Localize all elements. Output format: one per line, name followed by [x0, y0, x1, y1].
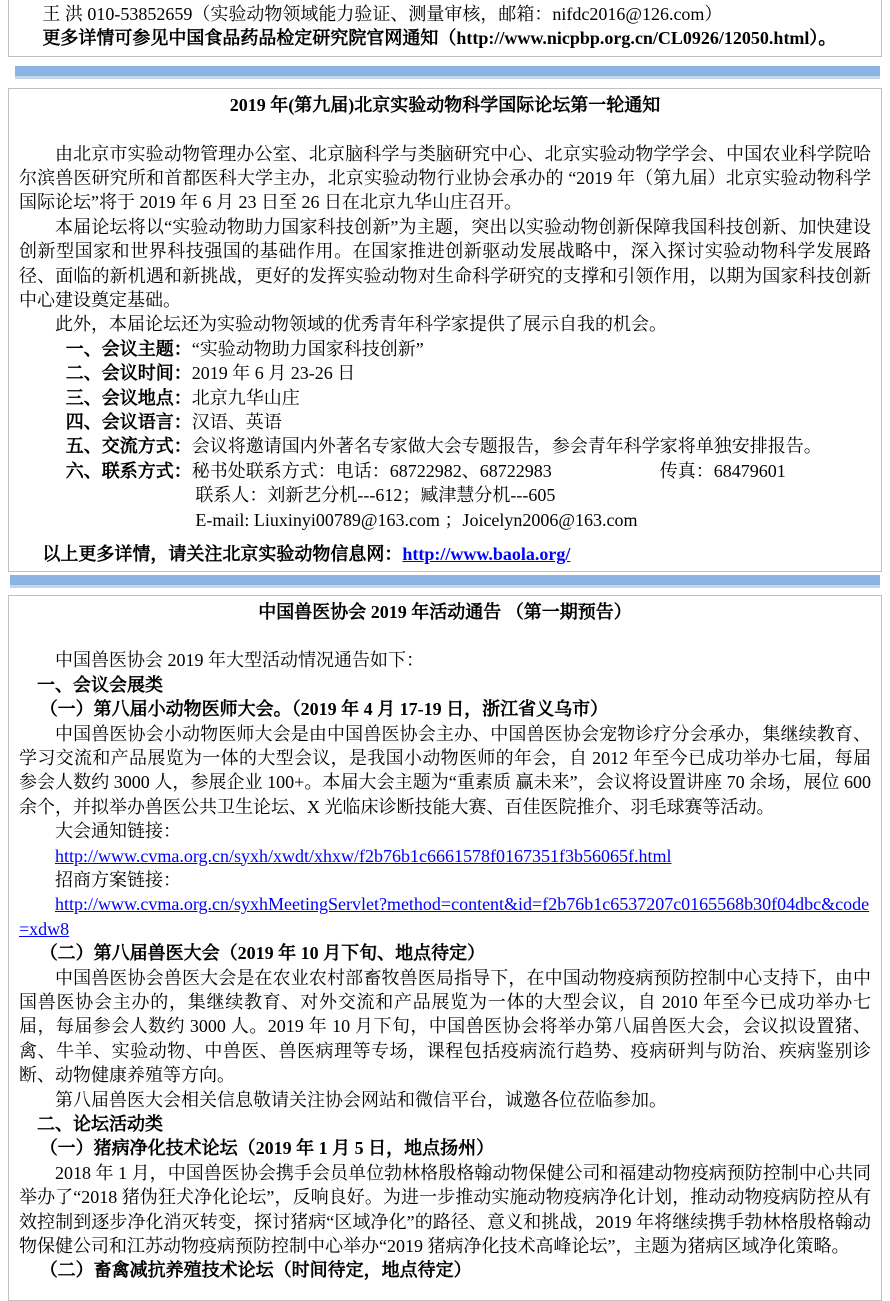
item-label: 五、交流方式：: [65, 436, 192, 457]
forum-title: 2019 年(第九届)北京实验动物科学国际论坛第一轮通知: [229, 94, 661, 115]
forum-item-exchange: [66, 434, 871, 458]
item-label: 二、会议时间：: [65, 363, 192, 384]
baola-website-link[interactable]: http://www.baola.org/: [402, 544, 571, 565]
cvma-notice-link-line: [19, 844, 871, 868]
separator-bar-2: [10, 575, 880, 588]
cvma-sponsor-link-label: 招商方案链接：: [55, 869, 181, 890]
item-value: 秘书处联系方式：电话：68722982、68722983 传真：68479601: [191, 460, 786, 481]
cvma-heading-forums: 二、论坛活动类: [37, 1114, 163, 1135]
forum-item-time: [66, 361, 871, 385]
cvma-paragraph-small-animal: 中国兽医协会小动物医师大会是由中国兽医协会主办、中国兽医协会宠物诊疗分会承办，集继续教育、学习交流和产品展览为一体的大型会议，是我国小动物医师的年会，自 2012 年至今已成功举办七届，每届参会人数约 3000 人，参展企业 100+。本届大会主题为“重素质 赢未来”，会议将设置讲座 70 余场，展位 600 余个，并拟举办兽医公共卫生论坛、X 光临床诊断技能大赛、百佳医院推介、羽毛球赛等活动。: [19, 723, 871, 817]
forum-item-contact: [66, 459, 871, 483]
forum-contact-email-line: E-mail: Liuxinyi00789@163.com ；Joicelyn2006@163.com: [195, 509, 638, 530]
blank-line: [19, 117, 871, 141]
cvma-paragraph-vet-congress: 中国兽医协会兽医大会是在农业农村部畜牧兽医局指导下，在中国动物疫病预防控制中心支持下，由中国兽医协会主办的，集继续教育、对外交流和产品展览为一体的大型会议，自 2010 年至今已成功举办七届，每届参会人数约 3000 人。2019 年 10 月下旬，中国兽医协会将举办第八届兽医大会，会议拟设置猪、禽、牛羊、实验动物、中兽医、兽医病理等专场，课程包括疫病流行趋势、疫病研判与防治、疾病鉴别诊断、动物健康养殖等方向。: [19, 967, 871, 1086]
item-value: “实验动物助力国家科技创新”: [191, 338, 424, 359]
contact-person-line: 王 洪 010-53852659（实验动物领域能力验证、测量审核，邮箱：nifdc2016@126.com）: [42, 4, 723, 24]
item-value: 会议将邀请国内外著名专家做大会专题报告，参会青年科学家将单独安排报告。: [191, 436, 822, 457]
forum-item-language: [66, 410, 871, 434]
blank-line: [19, 532, 871, 542]
item-label: 四、会议语言：: [65, 412, 192, 433]
cvma-sponsor-link[interactable]: http://www.cvma.org.cn/syxhMeetingServlet?method=content&id=f2b76b1c6537207c0165568b30f04dbc&code=xdw8: [19, 894, 870, 939]
cvma-paragraph-vet-congress-info: 第八届兽医大会相关信息敬请关注协会网站和微信平台，诚邀各位莅临参加。: [55, 1089, 667, 1110]
cvma-sponsor-link-line: [19, 892, 871, 941]
cvma-heading-antibiotic-reduction-forum: （二）畜禽减抗养殖技术论坛（时间待定，地点待定）: [39, 1260, 472, 1281]
notice-box-cvma: [8, 595, 882, 1301]
separator-bar-1: [15, 66, 880, 79]
more-details-line: 更多详情可参见中国食品药品检定研究院官网通知（http://www.nicpbp.org.cn/CL0926/12050.html）。: [42, 28, 837, 49]
cvma-heading-conferences: 一、会议会展类: [37, 674, 163, 695]
forum-paragraph-theme: 本届论坛将以“实验动物助力国家科技创新”为主题，突出以实验动物创新保障我国科技创新、加快建设创新型国家和世界科技强国的基础作用。在国家推进创新驱动发展战略中，深入探讨实验动物科学发展路径、面临的新机遇和新挑战，更好的发挥实验动物对生命科学研究的支撑和引领作用，以期为国家科技创新中心建设奠定基础。: [19, 216, 871, 311]
cvma-notice-link-label: 大会通知链接：: [55, 821, 181, 842]
cvma-title: 中国兽医协会 2019 年活动通告 （第一期预告）: [258, 601, 632, 622]
cvma-heading-small-animal-congress: （一）第八届小动物医师大会。（2019 年 4 月 17-19 日，浙江省义乌市）: [39, 699, 609, 720]
forum-footer-label: 以上更多详情，请关注北京实验动物信息网：: [42, 544, 403, 565]
forum-footer-line: [19, 542, 871, 566]
item-label: 一、会议主题：: [65, 338, 192, 359]
forum-paragraph-organizers: 由北京市实验动物管理办公室、北京脑科学与类脑研究中心、北京实验动物学学会、中国农业科学院哈尔滨兽医研究所和首都医科大学主办，北京实验动物行业协会承办的 “2019 年（第九届）北京实验动物科学国际论坛”将于 2019 年 6 月 23 日至 26 日在北京九华山庄召开。: [19, 143, 871, 213]
forum-item-theme: [66, 337, 871, 361]
cvma-heading-swine-forum: （一）猪病净化技术论坛（2019 年 1 月 5 日，地点扬州）: [39, 1138, 495, 1159]
notice-box-contact: [8, 0, 882, 57]
item-value: 汉语、英语: [191, 412, 282, 433]
blank-line: [19, 624, 871, 648]
cvma-notice-link[interactable]: http://www.cvma.org.cn/syxh/xwdt/xhxw/f2b76b1c6661578f0167351f3b56065f.html: [55, 845, 672, 866]
cvma-paragraph-swine-forum: 2018 年 1 月，中国兽医协会携手会员单位勃林格殷格翰动物保健公司和福建动物疫病预防控制中心共同举办了“2018 猪伪狂犬净化论坛”，反响良好。为进一步推动实施动物疫病净化计划，推动动物疫病防控从有效控制到逐步净化消灭转变，探讨猪病“区域净化”的路径、意义和挑战，2019 年将继续携手勃林格殷格翰动物保健公司和江苏动物疫病预防控制中心举办“2019 猪病净化技术高峰论坛”，主题为猪病区域净化策略。: [19, 1162, 871, 1257]
item-label: 六、联系方式：: [65, 460, 192, 481]
forum-item-venue: [66, 386, 871, 410]
item-label: 三、会议地点：: [65, 387, 192, 408]
item-value: 北京九华山庄: [191, 387, 300, 408]
forum-paragraph-youth: 此外，本届论坛还为实验动物领域的优秀青年科学家提供了展示自我的机会。: [55, 314, 667, 335]
forum-contact-person-line: 联系人：刘新艺分机---612；臧津慧分机---605: [195, 485, 556, 506]
cvma-heading-vet-congress: （二）第八届兽医大会（2019 年 10 月下旬、地点待定）: [39, 943, 486, 964]
notice-box-forum: [8, 88, 882, 572]
item-value: 2019 年 6 月 23-26 日: [191, 363, 356, 384]
cvma-intro: 中国兽医协会 2019 年大型活动情况通告如下：: [55, 650, 424, 671]
